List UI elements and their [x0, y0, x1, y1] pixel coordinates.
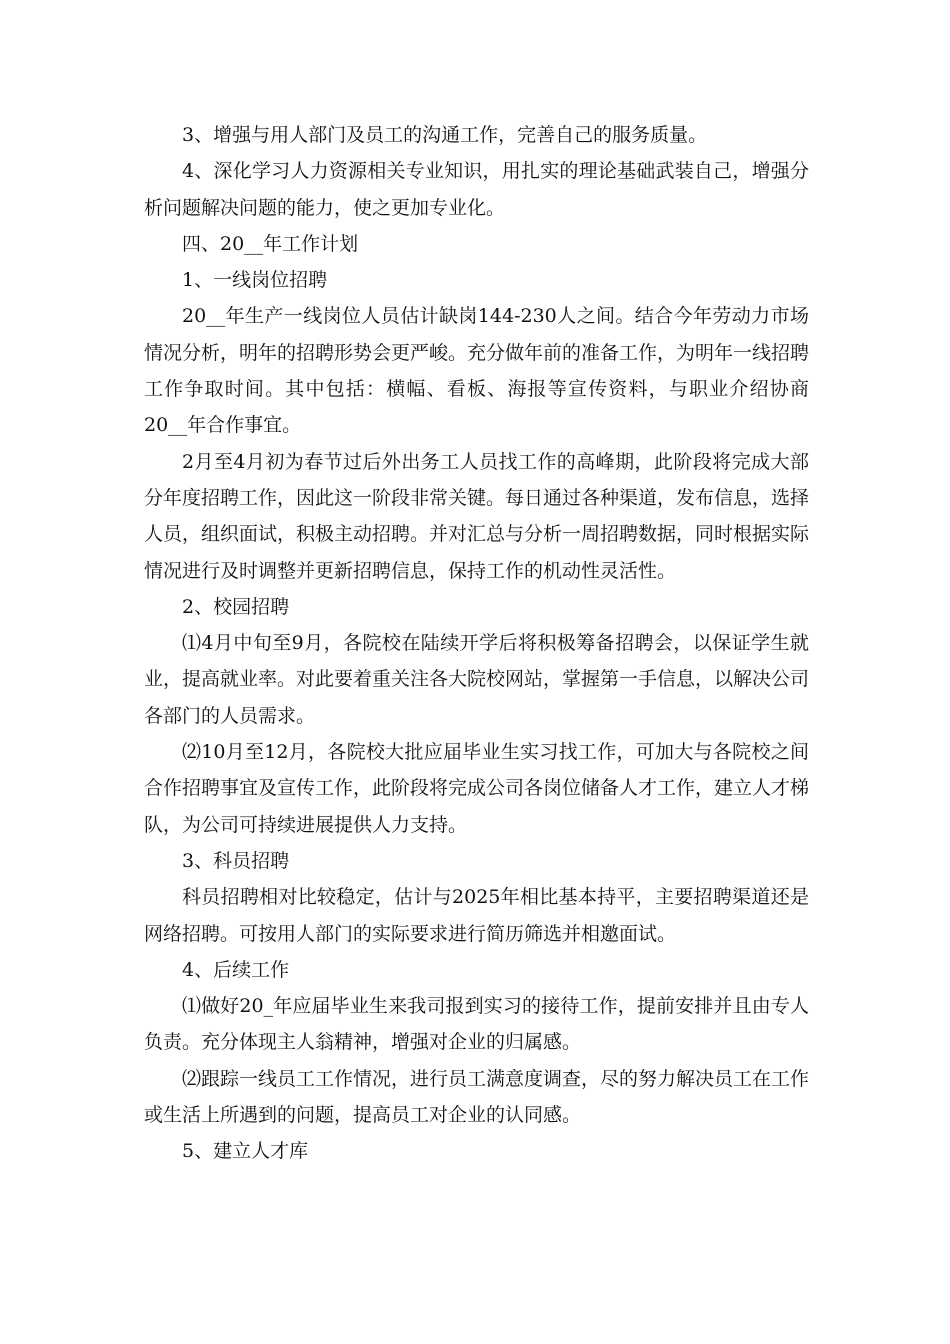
paragraph-peak-period: 2月至4月初为春节过后外出务工人员找工作的高峰期，此阶段将完成大部分年度招聘工作，因此这一阶段非常关键。每日通过各种渠道，发布信息，选择人员，组织面试，积极主动招聘。并对汇总与分析一周招聘数据，同时根据实际情况进行及时调整并更新招聘信息，保持工作的机动性灵活性。 [144, 450, 810, 582]
subheading-follow-up: 4、后续工作 [182, 958, 290, 981]
paragraph-campus-october: ⑵10月至12月，各院校大批应届毕业生实习找工作，可加大与各院校之间合作招聘事宜及宣传工作，此阶段将完成公司各岗位储备人才工作，建立人才梯队，为公司可持续进展提供人力支持。 [144, 741, 810, 836]
subheading-frontline-recruitment: 1、一线岗位招聘 [182, 269, 328, 292]
subheading-talent-pool: 5、建立人才库 [182, 1140, 309, 1163]
subheading-campus-recruitment: 2、校园招聘 [182, 595, 290, 618]
paragraph-campus-april: ⑴4月中旬至9月，各院校在陆续开学后将积极筹备招聘会，以保证学生就业，提高就业率。对此要着重关注各大院校网站，掌握第一手信息，以解决公司各部门的人员需求。 [144, 632, 810, 727]
document-body [144, 117, 809, 1170]
paragraph-staff-recruitment: 科员招聘相对比较稳定，估计与2025年相比基本持平，主要招聘渠道还是网络招聘。可按用人部门的实际要求进行简历筛选并相邀面试。 [144, 886, 809, 945]
subheading-staff-recruitment: 3、科员招聘 [182, 849, 290, 872]
paragraph-frontline-forecast: 20__年生产一线岗位人员估计缺岗144-230人之间。结合今年劳动力市场情况分析，明年的招聘形势会更严峻。充分做年前的准备工作，为明年一线招聘工作争取时间。其中包括：横幅、看板、海报等宣传资料，与职业介绍协商20__年合作事宜。 [144, 305, 810, 437]
section-heading-work-plan: 四、20__年工作计划 [182, 232, 359, 255]
paragraph-communication: 3、增强与用人部门及员工的沟通工作，完善自己的服务质量。 [182, 124, 708, 146]
paragraph-study: 4、深化学习人力资源相关专业知识，用扎实的理论基础武装自己，增强分析问题解决问题的能力，使之更加专业化。 [144, 160, 809, 219]
paragraph-follow-up-graduates: ⑴做好20_年应届毕业生来我司报到实习的接待工作，提前安排并且由专人负责。充分体现主人翁精神，增强对企业的归属感。 [144, 995, 809, 1054]
paragraph-follow-up-satisfaction: ⑵跟踪一线员工工作情况，进行员工满意度调查，尽的努力解决员工在工作或生活上所遇到的问题，提高员工对企业的认同感。 [144, 1067, 810, 1127]
